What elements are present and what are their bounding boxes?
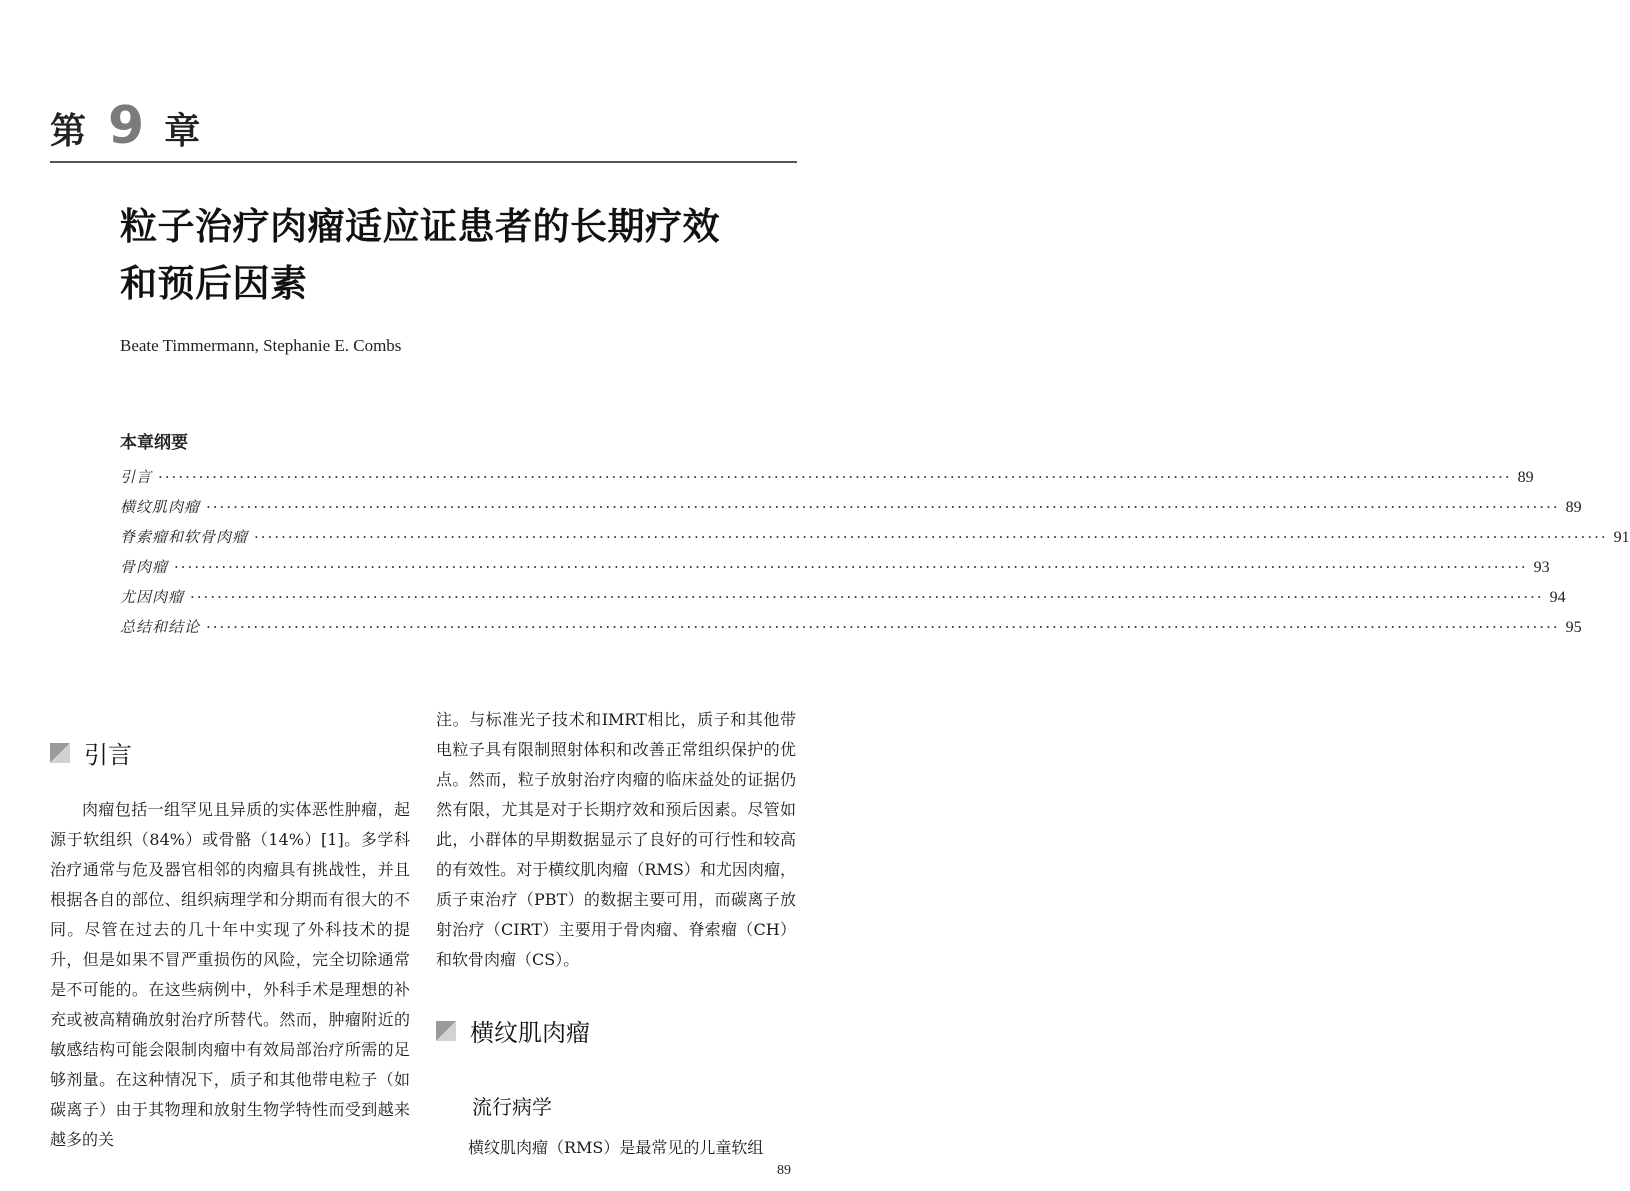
toc-item-page: 89: [1565, 499, 1582, 516]
toc-item-label: 脊索瘤和软骨肉瘤: [120, 528, 249, 546]
chapter-divider: [50, 161, 797, 163]
toc-item-page: 95: [1565, 619, 1582, 636]
toc-item-label: 骨肉瘤: [120, 558, 169, 576]
chapter-suffix: 章: [164, 111, 201, 152]
toc-item-page: 89: [1517, 469, 1534, 486]
chapter-prefix: 第: [50, 111, 87, 152]
toc-item-page: 91: [1613, 529, 1630, 546]
section-marker-icon: [50, 743, 70, 763]
toc-leader: ········································································································································································································: [190, 588, 1544, 606]
epidemiology-paragraph: 横纹肌肉瘤（RMS）是最常见的儿童软组: [468, 1138, 764, 1157]
introduction-continued-paragraph: 注。与标准光子技术和IMRT相比，质子和其他带电粒子具有限制照射体积和改善正常组织保护的优点。然而，粒子放射治疗肉瘤的临床益处的证据仍然有限，尤其是对于长期疗效和预后因素。尽管如此，小群体的早期数据显示了良好的可行性和较高的有效性。对于横纹肌肉瘤（RMS）和尤因肉瘤，质子束治疗（PBT）的数据主要可用，而碳离子放射治疗（CIRT）主要用于骨肉瘤、脊索瘤（CH）和软骨肉瘤（CS）。: [436, 710, 796, 969]
toc-leader: ········································································································································································································: [254, 528, 1608, 546]
table-of-contents: [120, 466, 1630, 646]
subsection-heading-epidemiology: 流行病学: [472, 1095, 552, 1119]
page-number: 89: [777, 1163, 791, 1178]
introduction-paragraph: 肉瘤包括一组罕见且异质的实体恶性肿瘤，起源于软组织（84%）或骨骼（14%）[1]。多学科治疗通常与危及器官相邻的肉瘤具有挑战性，并且根据各自的部位、组织病理学和分期而有很大的不同。尽管在过去的几十年中实现了外科技术的提升，但是如果不冒严重损伤的风险，完全切除通常是不可能的。在这些病例中，外科手术是理想的补充或被高精确放射治疗所替代。然而，肿瘤附近的敏感结构可能会限制肉瘤中有效局部治疗所需的足够剂量。在这种情况下，质子和其他带电粒子（如碳离子）由于其物理和放射生物学特性而受到越来越多的关: [50, 800, 410, 1149]
chapter-title-line-2: 和预后因素: [120, 262, 308, 305]
toc-leader: ········································································································································································································: [206, 498, 1560, 516]
authors: Beate Timmermann, Stephanie E. Combs: [120, 336, 402, 355]
toc-item-summary-conclusion[interactable]: [120, 616, 1582, 646]
toc-item-osteosarcoma[interactable]: [120, 556, 1550, 586]
toc-item-label: 总结和结论: [120, 618, 201, 636]
toc-item-rhabdomyosarcoma[interactable]: [120, 496, 1582, 526]
toc-item-label: 横纹肌肉瘤: [120, 498, 201, 516]
toc-item-ewing-sarcoma[interactable]: [120, 586, 1566, 616]
section-heading-rhabdomyosarcoma: [436, 1013, 590, 1048]
chapter-heading: [50, 94, 201, 157]
toc-leader: ········································································································································································································: [206, 618, 1560, 636]
toc-item-introduction[interactable]: [120, 466, 1534, 496]
section-title: 引言: [84, 741, 132, 769]
toc-leader: ········································································································································································································: [158, 468, 1512, 486]
toc-item-label: 尤因肉瘤: [120, 588, 185, 606]
toc-heading: 本章纲要: [120, 433, 188, 453]
chapter-title: [120, 198, 800, 312]
toc-item-label: 引言: [120, 468, 153, 486]
toc-leader: ········································································································································································································: [174, 558, 1528, 576]
section-title: 横纹肌肉瘤: [470, 1019, 590, 1047]
chapter-number: 9: [108, 96, 145, 157]
chapter-title-line-1: 粒子治疗肉瘤适应证患者的长期疗效: [120, 205, 720, 248]
toc-item-page: 94: [1549, 589, 1566, 606]
toc-item-page: 93: [1533, 559, 1550, 576]
toc-item-chordoma-chondrosarcoma[interactable]: [120, 526, 1630, 556]
section-heading-introduction: [50, 735, 132, 770]
section-marker-icon: [436, 1021, 456, 1041]
